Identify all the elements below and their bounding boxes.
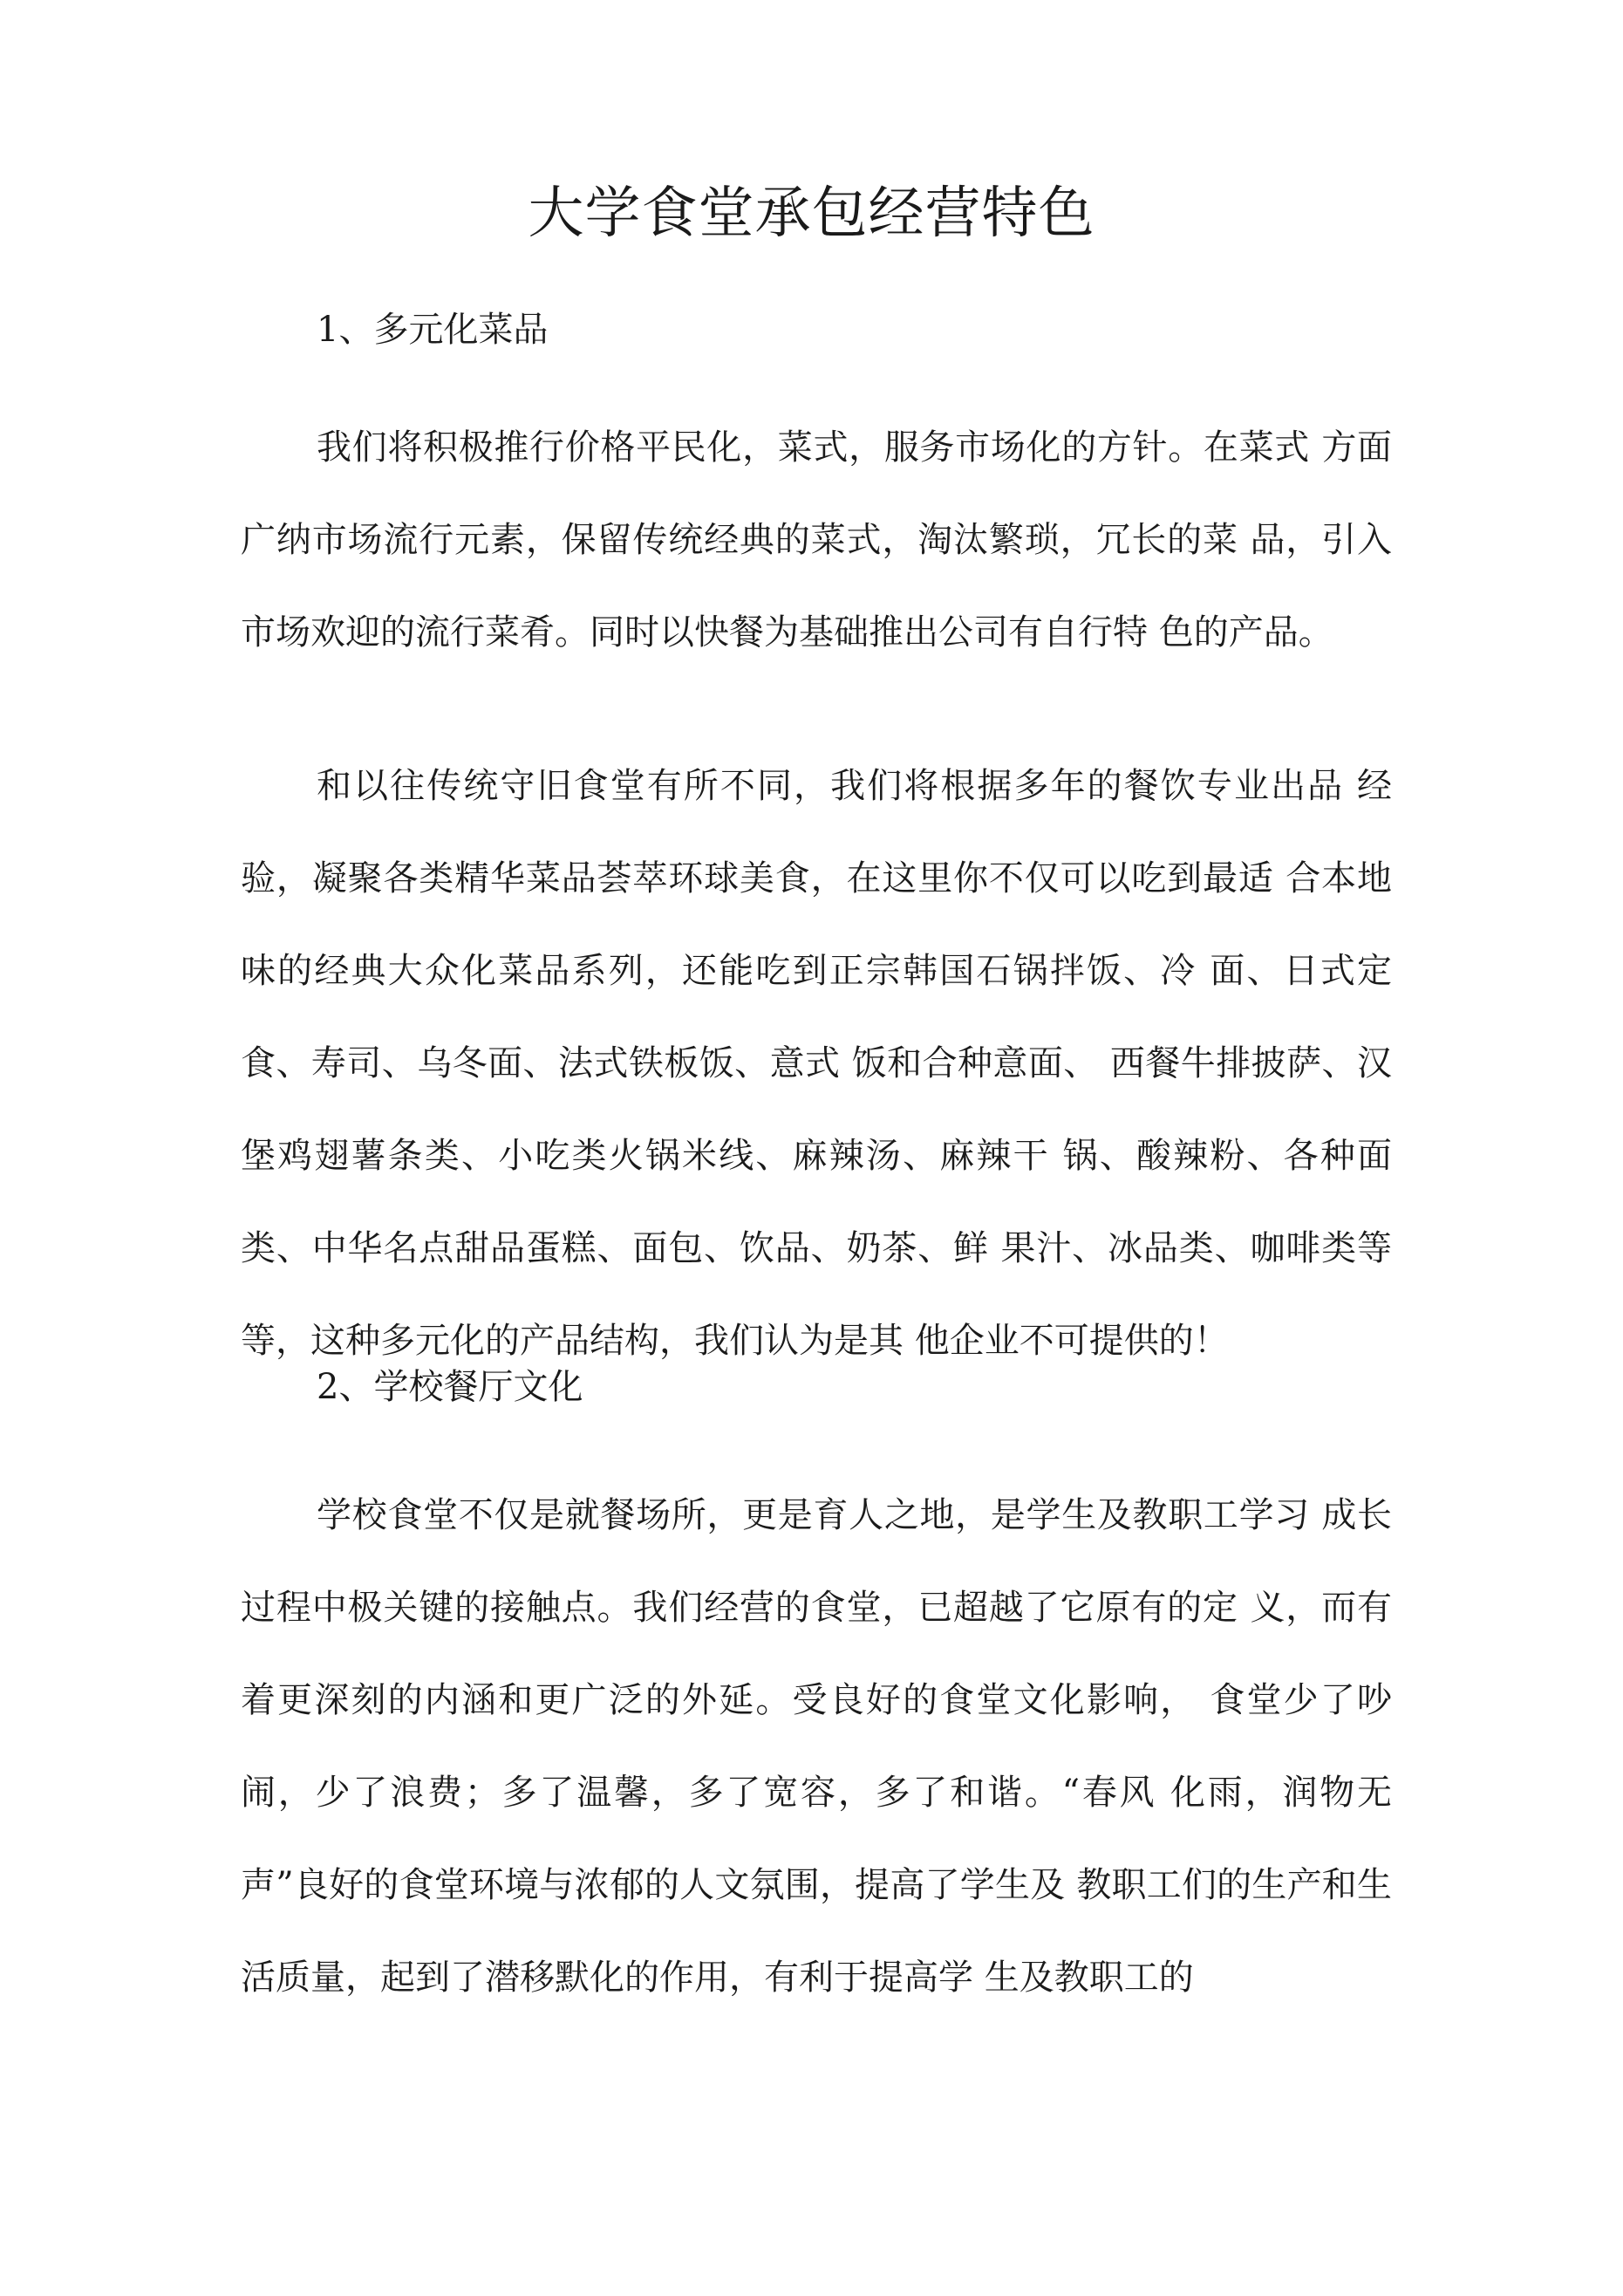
section-heading-2: 2、学校餐厅文化 xyxy=(317,1367,583,1407)
section1-paragraph-1: 我们将积极推行价格平民化，菜式，服务市场化的方针。在菜式 方面广纳市场流行元素，保留传统经典的菜式，淘汰繁琐，冗长的菜 品，引入市场欢迎的流行菜肴。同时以快餐为基础推出公司有自行特 色的产品。 xyxy=(241,427,1392,653)
section2-paragraph-1: 学校食堂不仅是就餐场所，更是育人之地，是学生及教职工学习 成长过程中极关键的接触点。我们经营的食堂，已超越了它原有的定 义，而有着更深刻的内涵和更广泛的外延。受良好的食堂文化影响， 食堂少了吵闹，少了浪费；多了温馨，多了宽容，多了和谐。“春风 化雨，润物无声”良好的食堂环境与浓郁的人文氛围，提高了学生及 教职工们的生产和生活质量，起到了潜移默化的作用，有利于提高学 生及教职工的 xyxy=(241,1495,1392,1998)
document-title: 大学食堂承包经营特色 xyxy=(528,181,1095,246)
section-heading-1: 1、多元化菜品 xyxy=(317,310,549,350)
section1-paragraph-2: 和以往传统守旧食堂有所不同，我们将根据多年的餐饮专业出品 经验，凝聚各类精华菜品荟萃环球美食，在这里你不仅可以吃到最适 合本地味的经典大众化菜品系列，还能吃到正宗韩国石锅拌饭、冷 面、日式定食、寿司、乌冬面、法式铁板饭、意式 饭和合种意面、 西餐牛排披萨、汉堡鸡翅薯条类、小吃类火锅米线、麻辣汤、麻辣干 锅、酸辣粉、各种面类、中华名点甜品蛋糕、面包、饮品、奶茶、鲜 果汁、冰品类、咖啡类等等，这种多元化的产品结构，我们认为是其 他企业不可提供的！ xyxy=(241,766,1392,1361)
